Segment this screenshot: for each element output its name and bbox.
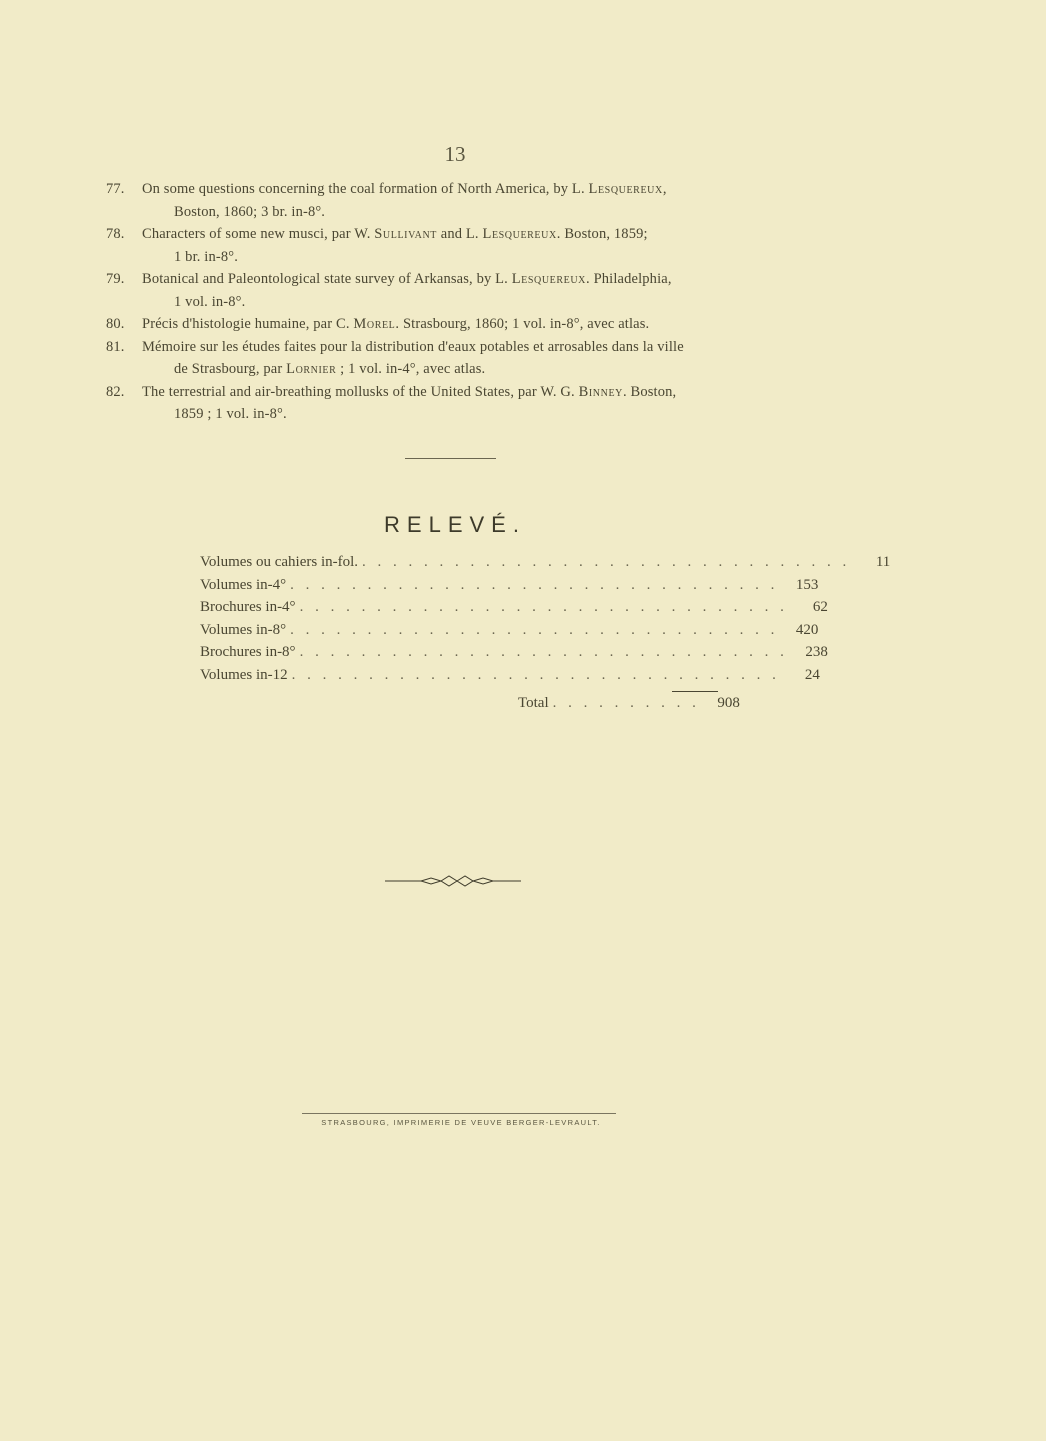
entry-text: . Boston, 1859;: [556, 226, 648, 242]
bibliography-entry: [106, 313, 818, 336]
releve-row: [200, 619, 819, 642]
author-name: Lesquereux: [482, 226, 557, 242]
releve-label: Volumes ou cahiers in-fol.: [200, 554, 359, 570]
releve-row: [200, 664, 820, 687]
releve-row: [200, 641, 828, 664]
releve-value: 238: [805, 644, 828, 660]
entry-line-continuation: [142, 403, 818, 426]
entry-line-continuation: [142, 201, 818, 224]
releve-value: 62: [812, 599, 828, 615]
imprint-rule: [302, 1113, 616, 1114]
entry-text: and L.: [436, 226, 483, 242]
entry-number: 81.: [106, 338, 125, 355]
releve-label: Volumes in-8°: [200, 621, 287, 638]
entry-line: [142, 226, 648, 242]
entry-text: Botanical and Paleontological state survey of Arkansas, by L.: [142, 271, 512, 287]
leader-dots: . . . . . . . . . . . . . . . . . . . . . . . . . . . . . . . .: [299, 644, 788, 660]
total-label: Total: [518, 695, 549, 711]
page-number: 13: [444, 142, 466, 166]
bibliography-entry: [106, 381, 818, 426]
entry-text: . Boston,: [622, 383, 677, 400]
leader-dots: . . . . . . . . . . . . . . . . . . . . . . . . . . . . . . . .: [291, 666, 780, 683]
entry-number: 79.: [106, 271, 125, 287]
entry-number: 77.: [106, 181, 125, 197]
bibliography-entry: [106, 336, 818, 381]
entry-text: Mémoire sur les études faites pour la distribution d'eaux potables et arrosables dans la ville: [142, 338, 684, 355]
entry-line-continuation: [142, 358, 818, 381]
entry-text: On some questions concerning the coal formation of North America, by L.: [142, 181, 589, 197]
entry-text: 1 br. in-8°.: [174, 248, 238, 265]
author-name: Lornier: [286, 361, 337, 377]
author-name: Sullivant: [374, 226, 437, 242]
leader-dots: . . . . . . . . . . . . . . . . . . . . . . . . . . . . . . . .: [362, 554, 851, 570]
entry-text: ,: [662, 181, 667, 197]
entry-number: 78.: [106, 226, 125, 242]
entry-text: ; 1 vol. in-4°, avec atlas.: [336, 361, 486, 377]
bibliography-entry: [106, 178, 818, 223]
total-value: 908: [717, 695, 740, 711]
entry-text: Characters of some new musci, par W.: [142, 226, 375, 242]
releve-row: [200, 574, 819, 597]
releve-table: [200, 551, 891, 686]
author-name: Lesquereux: [588, 181, 663, 197]
entry-text: 1 vol. in-8°.: [174, 293, 246, 310]
releve-value: 24: [804, 666, 820, 683]
leader-dots: . . . . . . . . . . . . . . . . . . . . . . . . . . . . . . . .: [299, 599, 788, 615]
releve-row: [200, 596, 828, 619]
author-name: Lesquereux: [511, 271, 587, 287]
entry-text: Précis d'histologie humaine, par C.: [142, 316, 354, 332]
releve-row: [200, 551, 891, 574]
entry-line-continuation: [142, 246, 818, 269]
entry-line: [142, 181, 667, 197]
entry-line: [142, 271, 672, 287]
entry-line: [142, 384, 676, 400]
bibliography-entry: [106, 223, 818, 268]
total-row: [518, 695, 740, 712]
releve-value: 153: [795, 576, 819, 593]
releve-label: Volumes in-4°: [200, 576, 287, 593]
total-rule: [672, 691, 718, 692]
printer-imprint: STRASBOURG, IMPRIMERIE DE VEUVE BERGER-LEVRAULT.: [321, 1118, 601, 1127]
releve-value: 11: [875, 554, 891, 570]
entry-number: 80.: [106, 316, 125, 332]
author-name: Binney: [578, 383, 623, 400]
releve-label: Brochures in-4°: [200, 599, 296, 615]
entry-line-continuation: [142, 291, 818, 314]
entry-text: The terrestrial and air-breathing mollusks of the United States, par W. G.: [142, 383, 579, 400]
leader-dots: . . . . . . . . . . . . . . . . . . . . . . . . . . . . . . . .: [290, 621, 779, 638]
releve-value: 420: [795, 621, 819, 638]
releve-label: Volumes in-12: [200, 666, 288, 683]
entry-number: 82.: [106, 383, 125, 400]
entry-text: . Philadelphia,: [586, 271, 672, 287]
author-name: Morel: [353, 316, 396, 332]
entry-text: Boston, 1860; 3 br. in-8°.: [174, 203, 326, 220]
entry-line: [142, 339, 684, 355]
leader-dots: . . . . . . . . . . . . . . . . . . . . . . . . . . . . . . . .: [290, 576, 779, 593]
leader-dots: . . . . . . . . . .: [552, 695, 700, 711]
entry-text: de Strasbourg, par: [174, 361, 287, 377]
entry-text: . Strasbourg, 1860; 1 vol. in-8°, avec atlas.: [395, 316, 650, 332]
entry-line: [142, 316, 649, 332]
bibliography-entry: [106, 268, 818, 313]
ornamental-rule-icon: [385, 873, 525, 889]
bibliography-list: [106, 178, 818, 426]
releve-label: Brochures in-8°: [200, 644, 296, 660]
entry-text: 1859 ; 1 vol. in-8°.: [174, 406, 287, 422]
section-divider: [405, 458, 496, 459]
releve-title: RELEVÉ.: [384, 512, 526, 537]
